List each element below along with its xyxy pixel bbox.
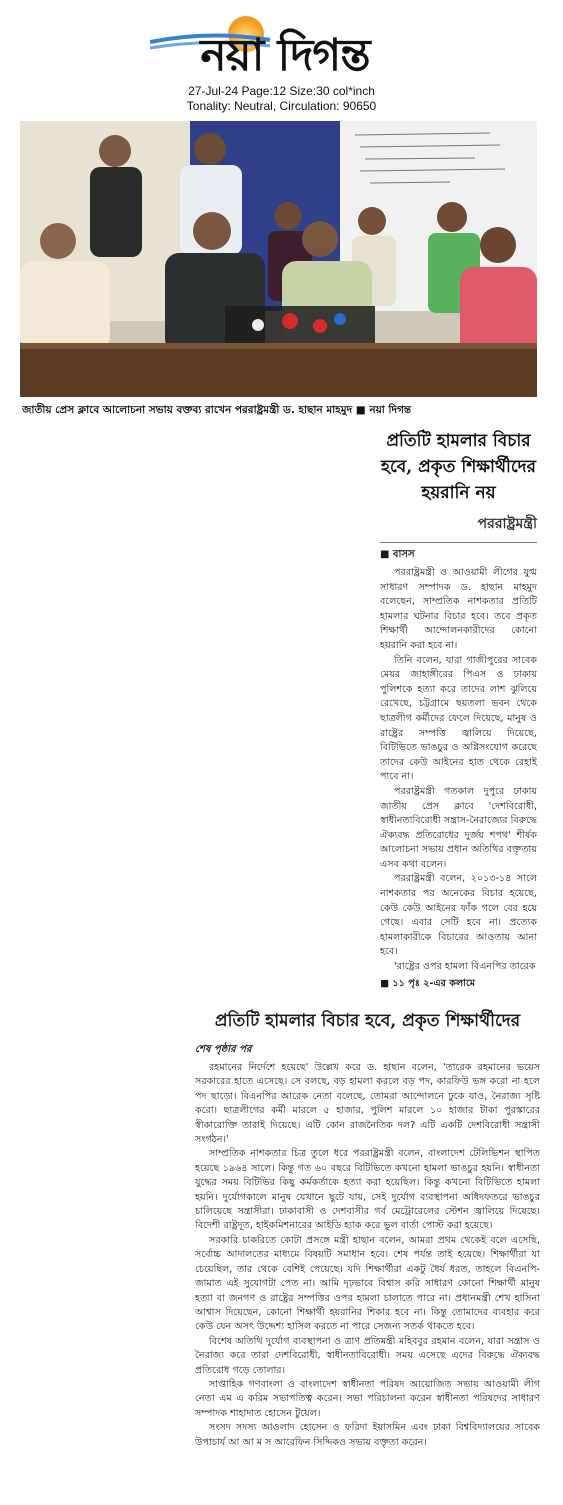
article-byline: ■ বাসস xyxy=(380,549,415,560)
article-paragraph: 'রাষ্ট্রের ওপর হামলা বিএনপির তারেক xyxy=(394,961,536,973)
continuation-headline: প্রতিটি হামলার বিচার হবে, প্রকৃত শিক্ষার্থীদের xyxy=(214,1011,521,1031)
logo-wordmark: নয়া দিগন্ত xyxy=(200,30,370,81)
continuation-paragraph: সরকারি চাকরিতে কোটা প্রসঙ্গে মন্ত্রী হাছান বলেন, আমরা প্রথম থেকেই বলে এসেছি, সর্বোচ্চ আদালতের মাধ্যমে বিষয়টি সমাধান হবে। শেষ পর্যন্ত তাই হয়েছে। শিক্ষার্থীরা যা চেয়েছিল, তার থেকে বেশিই পেয়েছে। যদি শিক্ষার্থীরা একটু ধৈর্য ধরত, তাহলে বিএনপি-জামাত এই সুযোগটা পেত না। আমি দৃঢ়ভাবে বিশ্বাস করি সাধারণ কোনো শিক্ষার্থী মানুষ হত্যা বা জনগণ ও রাষ্ট্রের সম্পত্তির ওপর হামলা চালাতে পারে না। প্রধানমন্ত্রী শেখ হাসিনা আশ্বাস দিয়েছেন, কোনো শিক্ষার্থী হয়রানির শিকার হবে না। কিন্তু তোমাদের ব্যবহার করে কেউ যেন অসৎ উদ্দেশ্য হাসিল করতে না পারে সেজন্য সতর্ক থাকতে হবে। xyxy=(195,1234,540,1333)
press-conference-photo xyxy=(20,121,537,397)
article-paragraph: পররাষ্ট্রমন্ত্রী ও আওয়ামী লীগের যুগ্ম সাধারণ সম্পাদক ড. হাছান মাহমুদ বলেছেন, সাম্প্রতিক নাশকতার প্রতিটি হামলার ঘটনার বিচার হবে। তবে প্রকৃত শিক্ষার্থী আন্দোলনকারীদের কোনো হয়রানি করা হবে না। xyxy=(380,567,537,651)
continuation-paragraph: বিশেষ অতিথি দুর্যোগ ব্যবস্থাপনা ও ত্রাণ প্রতিমন্ত্রী মহিববুর রহমান বলেন, যারা সন্ত্রাস ও নৈরাজ্য করে তারা দেশবিরোধী, স্বাধীনতাবিরোধী। সময় এসেছে এদের বিরুদ্ধে ঐক্যবদ্ধ প্রতিরোধ গড়ে তোলার। xyxy=(195,1335,540,1376)
continuation-paragraph: সাম্প্রতিক নাশকতার চিত্র তুলে ধরে পররাষ্ট্রমন্ত্রী বলেন, বাংলাদেশ টেলিভিশন স্থাপিত হয়েছে ১৯৬৪ সালে। কিন্তু গত ৬০ বছরে বিটিভিতে কখনো হামলা ভাঙচুর হয়নি। স্বাধীনতা যুদ্ধের সময় বিটিভির কিছু কর্মকর্তাকে হত্যা করা হয়েছিল। কিন্তু কখনো বিটিভিতে হামলা হয়নি। দুর্যোগকালে মানুষ যেখানে ছুটে যায়, সেই দুর্যোগ ব্যবস্থাপনা অধিদফতরে ভাঙচুর চালিয়েছে সন্ত্রাসীরা। ঢাকাবাসী ও দেশবাসীর গর্ব মেট্রোরেলের স্টেশন জ্বালিয়ে দিয়েছে। বিদেশী রাষ্ট্রদূত, হাইকমিশনারের আইডি হ্যাক করে ভুল বার্তা পোস্ট করা হয়েছে। xyxy=(195,1148,540,1232)
continuation-tag: শেষ পৃষ্ঠার পর xyxy=(195,1044,252,1055)
masthead xyxy=(0,0,563,113)
continued-note: ■ ১১ পৃঃ ২-এর কলামে xyxy=(380,977,476,989)
clipping-meta-date: 27-Jul-24 Page:12 Size:30 col*inch xyxy=(188,84,375,98)
continuation-paragraph: সংসদ সদস্য আওলাদ হোসেন ও ফরিদা ইয়াসমিন এবং ঢাকা বিশ্ববিদ্যালয়ের সাবেক উপাচার্য আ আ ম স আরেফিন সিদ্দিকও সভায় বক্তৃতা করেন। xyxy=(195,1422,540,1448)
article-column xyxy=(380,428,537,992)
article-paragraph: পররাষ্ট্রমন্ত্রী গতকাল দুপুরে ঢাকায় জাতীয় প্রেস ক্লাবে 'দেশবিরোধী, স্বাধীনতাবিরোধী সন্ত্রাস-নৈরাজ্যের বিরুদ্ধে ঐক্যবদ্ধ প্রতিরোধের দুর্জয় শপথ' শীর্ষক আলোচনা সভায় প্রধান অতিথির বক্তৃতায় এসব কথা বলেন। xyxy=(380,785,537,870)
article-paragraph: তিনি বলেন, যারা গাজীপুরের সাবেক মেয়র জাহাঙ্গীরের পিএস ও ঢাকায় পুলিশকে হত্যা করে তাদের লাশ ঝুলিয়ে রেখেছে, চট্টগ্রামে ছয়তলা ভবন থেকে ছাত্রলীগ কর্মীদের ফেলে দিয়েছে, মানুষ ও রাষ্ট্রের সম্পত্তি জ্বালিয়ে দিয়েছে, বিটিভিতে ভাঙচুর ও অগ্নিসংযোগ করেছে তাদের কেউ আইনের হাত থেকে রেহাই পাবে না। xyxy=(380,654,537,783)
continuation-paragraph: সাপ্তাহিক গণবাংলা ও বাংলাদেশ স্বাধীনতা পরিষদ আয়োজিত সভায় আওয়ামী লীগ নেতা এম এ করিম সভাপতিত্ব করেন। সভা পরিচালনা করেন স্বাধীনতা পরিষদের সাধারণ সম্পাদক শাহাদাত হোসেন টুয়েল। xyxy=(195,1378,540,1419)
article-headline: প্রতিটি হামলার বিচার হবে, প্রকৃত শিক্ষার্থীদের হয়রানি নয় xyxy=(381,431,536,503)
divider xyxy=(380,542,537,543)
newspaper-logo xyxy=(150,8,420,81)
continuation-article xyxy=(195,1008,540,1450)
article-paragraph: পররাষ্ট্রমন্ত্রী বলেন, ২০১৩-১৪ সালে নাশকতার পর অনেকের বিচার হয়েছে, কেউ কেউ আইনের ফাঁক গলে বের হয়ে গেছে। এবার সেটি হবে না। প্রত্যেক হামলাকারীকে বিচারের আওতায় আনা হবে। xyxy=(380,873,537,958)
continuation-paragraph: রহমানের নির্দেশে হয়েছে' উল্লেখ করে ড. হাছান বলেন, 'তারেক রহমানের ভয়েস সরকারের হাতে এসেছে। সে বলছে, বড় হামলা করলে বড় পদ, কারফিউ ভঙ্গ করো না হলে পদ ছাড়ো। বিএনপির আরেক নেতা বলেছে, তোমরা আন্দোলনে ঢুকে যাও, নৈরাজ্য সৃষ্টি করো। ছাত্রলীগের কর্মী মারলে ৫ হাজার, পুলিশ মারলে ১০ হাজার টাকা পুরস্কারের স্বীকারোক্তি তারাই দিয়েছে। এটি কোন রাজনৈতিক দল? এটি একটি দেশবিরোধী সন্ত্রাসী সংগঠন।' xyxy=(195,1062,540,1146)
article-subhead: পররাষ্ট্রমন্ত্রী xyxy=(477,516,537,532)
clipping-meta-tonality: Tonality: Neutral, Circulation: 90650 xyxy=(186,99,377,113)
photo-caption: জাতীয় প্রেস ক্লাবে আলোচনা সভায় বক্তব্য রাখেন পররাষ্ট্রমন্ত্রী ড. হাছান মাহমুদ ■ নয়া দিগন্ত xyxy=(22,404,412,416)
